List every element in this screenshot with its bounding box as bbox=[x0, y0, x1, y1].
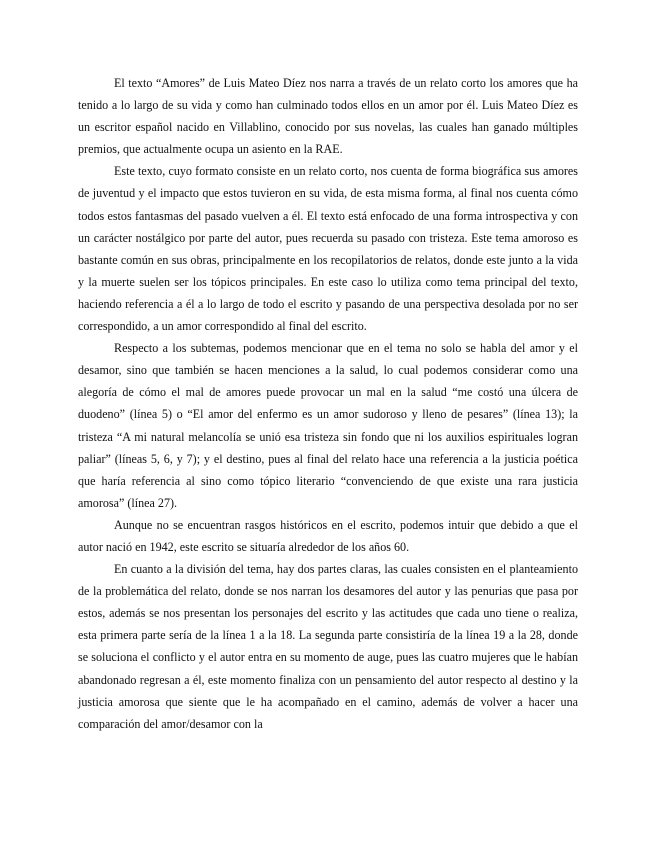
paragraph-structure: En cuanto a la división del tema, hay dos partes claras, las cuales consisten en el planteamiento de la problemática del relato, donde se nos narran los desamores del autor y las penurias que pasa por estos, además se nos presentan los personajes del escrito y las actitudes que cada uno tiene o realiza, esta primera parte sería de la línea 1 a la 18. La segunda parte consistiría de la línea 19 a la 28, donde se soluciona el conflicto y el autor entra en su momento de auge, pues las cuatro mujeres que le habían abandonado regresan a él, este momento finaliza con un pensamiento del autor respecto al destino y la justicia amorosa que siente que le ha acompañado en el camino, además de volver a hacer una comparación del amor/desamor con la bbox=[78, 562, 578, 731]
document-page bbox=[78, 72, 578, 735]
paragraph-theme: Este texto, cuyo formato consiste en un relato corto, nos cuenta de forma biográfica sus amores de juventud y el impacto que estos tuvieron en su vida, de esta misma forma, al final nos cuenta cómo todos estos fantasmas del pasado vuelven a él. El texto está enfocado de una forma introspectiva y con un carácter nostálgico por parte del autor, pues recuerda su pasado con tristeza. Este tema amoroso es bastante común en sus obras, principalmente en los recopilatorios de relatos, donde este junto a la vida y la muerte suelen ser los tópicos principales. En este caso lo utiliza como tema principal del texto, haciendo referencia a él a lo largo de todo el escrito y pasando de una perspectiva desolada por no ser correspondido, a un amor correspondido al final del escrito. bbox=[78, 164, 578, 334]
paragraph-intro: El texto “Amores” de Luis Mateo Díez nos narra a través de un relato corto los amores que ha tenido a lo largo de su vida y como han culminado todos ellos en un amor por él. Luis Mateo Díez es un escritor español nacido en Villablino, conocido por sus novelas, las cuales han ganado múltiples premios, que actualmente ocupa un asiento en la RAE. bbox=[78, 76, 578, 157]
paragraph-subthemes: Respecto a los subtemas, podemos mencionar que en el tema no solo se habla del amor y el desamor, sino que también se hacen menciones a la salud, lo cual podemos considerar como una alegoría de cómo el mal de amores puede provocar un mal en la salud “me costó una úlcera de duodeno” (línea 5) o “El amor del enfermo es un amor sudoroso y lleno de pesares” (línea 13); la tristeza “A mi natural melancolía se unió esa tristeza sin fondo que ni los auxilios espirituales logran paliar” (líneas 5, 6, y 7); y el destino, pues al final del relato hace una referencia a la justicia poética que haría referencia al sino como tópico literario “convenciendo de que existe una rara justicia amorosa” (línea 27). bbox=[78, 341, 578, 510]
paragraph-historical-context: Aunque no se encuentran rasgos históricos en el escrito, podemos intuir que debido a que el autor nació en 1942, este escrito se situaría alrededor de los años 60. bbox=[78, 517, 578, 554]
